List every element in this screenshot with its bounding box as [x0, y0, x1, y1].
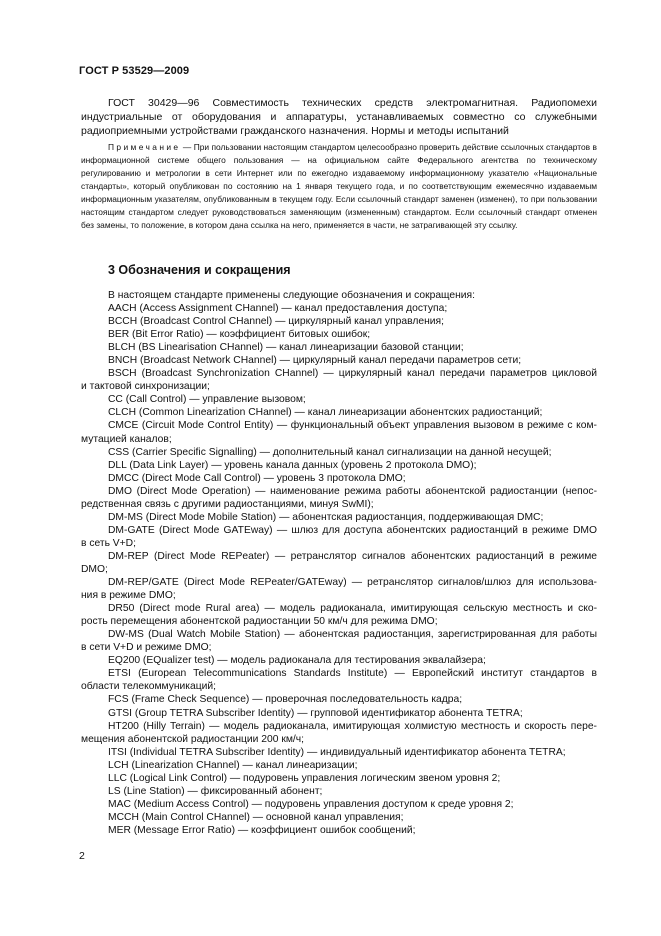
abbreviation-line: BER (Bit Error Ratio) — коэффициент битовых ошибок; [108, 329, 371, 341]
abbreviation-line: MAC (Medium Access Control) — подуровень управления доступом к среде уровня 2; [108, 798, 514, 810]
abbreviation-line: в сеть V+D; [81, 537, 136, 549]
abbreviation-line: BCCH (Broadcast Control CHannel) — циркулярный канал управления; [108, 316, 444, 328]
abbreviation-line: LLC (Logical Link Control) — подуровень управления логическим звеном уровня 2; [108, 772, 501, 784]
page-number: 2 [79, 850, 85, 862]
abbreviation-line: ITSI (Individual TETRA Subscriber Identity) — индивидуальный идентификатор абонента TETRA; [108, 746, 566, 758]
abbreviation-line: MCCH (Main Control CHannel) — основной канал управления; [108, 811, 404, 823]
abbreviation-line: редственная связь с другими радиостанциями, минуя SwMI); [81, 498, 374, 510]
reference-paragraph: ГОСТ 30429—96 Совместимость технических средств электромагнитная. Радиопомехи индустриальные от оборудования и аппаратуры, устанавливаемых совместно со служебными радиоприемными устройствами гражданского назначения. Нормы и методы испытаний [81, 97, 597, 137]
abbreviation-line: рость перемещения абонентской радиостанции 50 км/ч для режима DMO; [81, 616, 438, 628]
abbreviation-line: CSS (Carrier Specific Signalling) — дополнительный канал сигнализации на данной несущей; [108, 446, 552, 458]
abbreviation-line: DMCC (Direct Mode Call Control) — уровень 3 протокола DMO; [108, 472, 406, 484]
abbreviation-line: EQ200 (EQualizer test) — модель радиоканала для тестирования эквалайзера; [108, 655, 486, 667]
abbreviation-line: DM-GATE (Direct Mode GATEway) — шлюз для доступа абонентских радиостанций в режиме DMO [108, 524, 597, 536]
abbreviation-line: области телекоммуникаций; [81, 681, 217, 693]
abbreviation-line: ния в режиме DMO; [81, 590, 176, 602]
abbreviation-line: мутацией каналов; [81, 433, 172, 445]
abbreviation-line: мещения абонентской радиостанции 200 км/ч; [81, 733, 304, 745]
abbreviation-line: MER (Message Error Ratio) — коэффициент ошибок сообщений; [108, 824, 416, 836]
abbreviation-line: BLCH (BS Linearisation CHannel) — канал линеаризации базовой станции; [108, 342, 464, 354]
abbreviation-line: ETSI (European Telecommunications Standards Institute) — Европейский институт стандартов в [108, 668, 597, 680]
abbreviations-list [81, 289, 597, 837]
abbreviation-line: LS (Line Station) — фиксированный абонент; [108, 785, 323, 797]
abbreviation-line: CC (Call Control) — управление вызовом; [108, 394, 306, 406]
abbreviation-line: CMCE (Circuit Mode Control Entity) — функциональный объект управления вызовом в режиме с ком- [108, 420, 597, 432]
abbreviation-line: DM-REP (Direct Mode REPeater) — ретранслятор сигналов абонентских радиостанций в режиме [108, 550, 597, 562]
note-paragraph [81, 141, 597, 232]
note-text: — При пользовании настоящим стандартом целесообразно проверить действие ссылочных стандартов в информационной системе общего пользования — на официальном сайте Федерального агентства по техническому регулированию и метрологии в сети Интернет или по ежегодно издаваемому информационному указателю «Национальные стандарты», который опубликован по состоянию на 1 января текущего года, и по соответствующим ежемесячно издаваемым информационным указателям, опубликованным в текущем году. Если ссылочный стандарт заменен (изменен), то при пользовании настоящим стандартом следует руководствоваться заменяющим (измененным) стандартом. Если ссылочный стандарт отменен без замены, то положение, в котором дана ссылка на него, применяется в части, не затрагивающей эту ссылку. [81, 142, 597, 230]
abbreviation-line: DMO (Direct Mode Operation) — наименование режима работы абонентской радиостанции (непос- [108, 485, 597, 497]
abbreviation-line: HT200 (Hilly Terrain) — модель радиоканала, имитирующая холмистую местность и скорость пере- [108, 720, 597, 732]
abbreviation-line: DLL (Data Link Layer) — уровень канала данных (уровень 2 протокола DMO); [108, 459, 477, 471]
abbreviation-line: DMO; [81, 563, 108, 575]
abbreviation-line: DW-MS (Dual Watch Mobile Station) — абонентская радиостанция, зарегистрированная для работы [108, 629, 597, 641]
section-title: 3 Обозначения и сокращения [108, 263, 291, 277]
abbreviation-line: FCS (Frame Check Sequence) — проверочная последовательность кадра; [108, 694, 463, 706]
abbreviation-line: в сети V+D и режиме DMO; [81, 642, 212, 654]
abbreviation-line: DM-REP/GATE (Direct Mode REPeater/GATEway) — ретранслятор сигналов/шлюз для использова- [108, 577, 597, 589]
abbreviation-line: BSCH (Broadcast Synchronization CHannel) — циркулярный канал передачи параметров цикловой [108, 368, 597, 380]
abbreviation-line: DR50 (Direct mode Rural area) — модель радиоканала, имитирующая сельскую местность и ско- [108, 603, 597, 615]
abbreviation-line: В настоящем стандарте применены следующие обозначения и сокращения: [108, 290, 475, 301]
abbreviation-line: CLCH (Common Linearization CHannel) — канал линеаризации абонентских радиостанций; [108, 407, 543, 419]
abbreviation-line: GTSI (Group TETRA Subscriber Identity) — групповой идентификатор абонента TETRA; [108, 707, 523, 719]
abbreviation-line: AACH (Access Assignment CHannel) — канал предоставления доступа; [108, 303, 448, 315]
document-header: ГОСТ Р 53529—2009 [79, 65, 190, 77]
abbreviation-line: DM-MS (Direct Mode Mobile Station) — абонентская радиостанция, поддерживающая DMC; [108, 511, 544, 523]
abbreviation-line: BNCH (Broadcast Network CHannel) — циркулярный канал передачи параметров сети; [108, 355, 522, 367]
abbreviation-line: LCH (Linearization CHannel) — канал линеаризации; [108, 759, 358, 771]
abbreviation-line: и тактовой синхронизации; [81, 381, 210, 393]
note-label: Примечание [108, 142, 181, 152]
